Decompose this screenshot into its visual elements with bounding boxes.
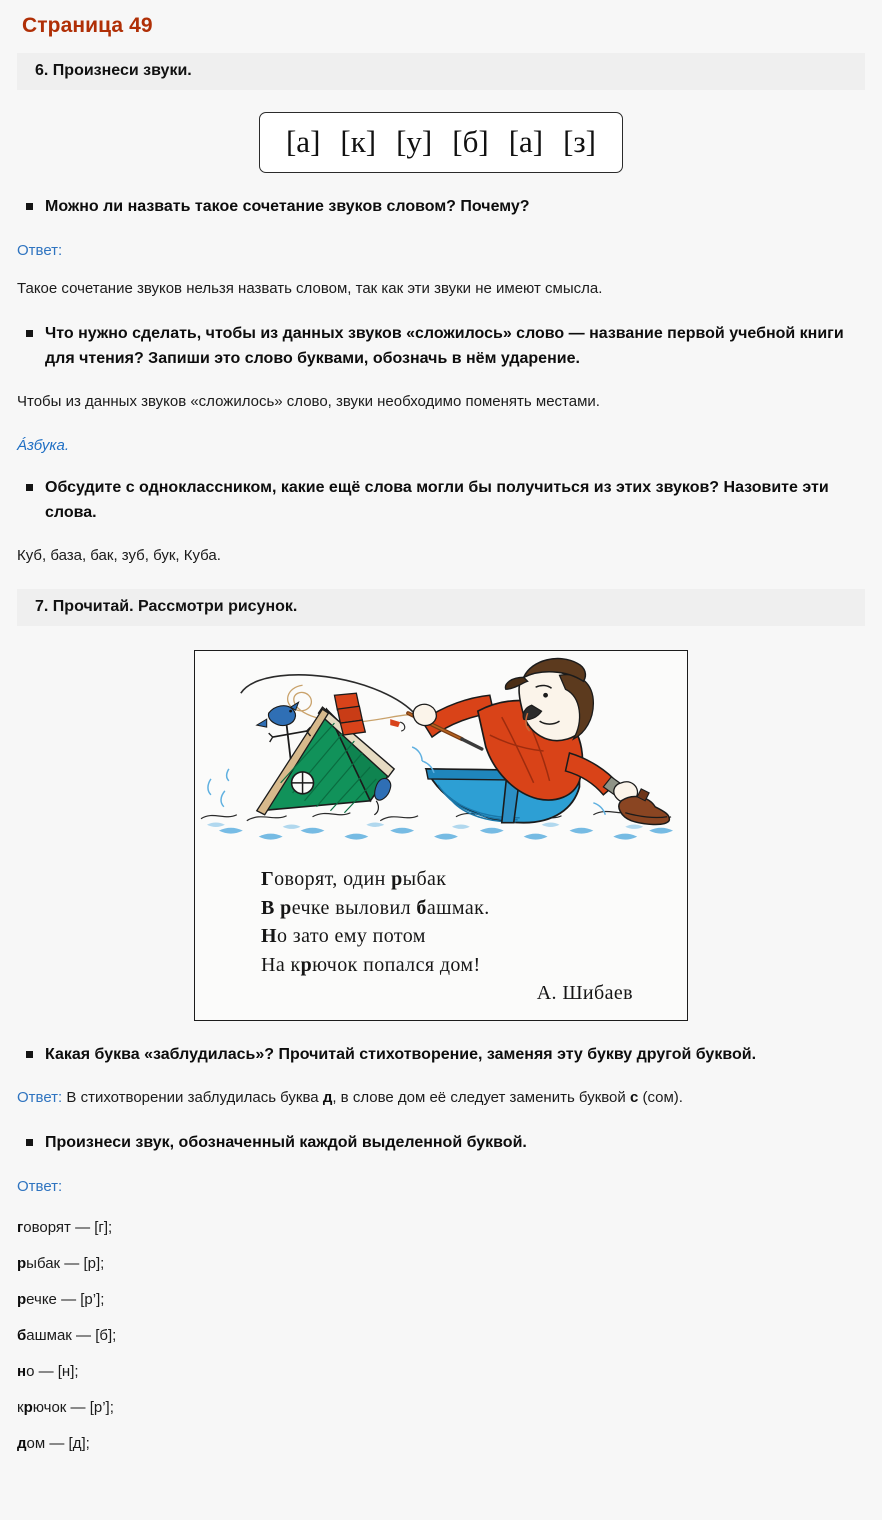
sound-token: [у] <box>396 124 433 159</box>
sound-value: — [н]; <box>34 1363 79 1381</box>
word-rest: о <box>26 1363 35 1381</box>
square-bullet-icon <box>26 484 33 491</box>
poem-author: А. Шибаев <box>536 982 633 1005</box>
answer-text <box>17 1087 882 1110</box>
word-prefix: к <box>17 1399 24 1417</box>
square-bullet-icon <box>26 1139 33 1146</box>
word-rest: ашмак <box>26 1327 72 1345</box>
poem-line-2: В речке выловил башмак. <box>261 896 490 919</box>
question-text: Что нужно сделать, чтобы из данных звуков «сложилось» слово — название первой учебной книги для чтения? Запиши это слово буквами, обозначь в нём ударение. <box>45 325 844 368</box>
sound-list <box>17 1219 882 1452</box>
question-text: Обсудите с одноклассником, какие ещё слова могли бы получиться из этих звуков? Назовите эти слова. <box>45 479 829 522</box>
answer-bold-letter: с <box>629 1088 639 1106</box>
poem-line-4: На крючок попался дом! <box>261 953 481 976</box>
bold-letter: г <box>17 1219 24 1237</box>
word-rest: ючок <box>32 1399 67 1417</box>
answer-text: Чтобы из данных звуков «сложилось» слово, звуки необходимо поменять местами. <box>17 392 600 410</box>
question-text: Произнеси звук, обозначенный каждой выделенной буквой. <box>45 1134 527 1152</box>
question-item <box>22 476 852 526</box>
poem-block <box>195 851 687 1020</box>
list-item <box>17 1219 882 1236</box>
question-text: Какая буква «заблудилась»? Прочитай стихотворение, заменяя эту букву другой буквой. <box>45 1046 757 1064</box>
answer-word-azbuka: Áзбука. <box>17 437 70 455</box>
page-title: Страница 49 <box>22 14 153 37</box>
list-item <box>17 1255 882 1272</box>
bold-letter: р <box>23 1399 33 1417</box>
word-rest: оворят <box>23 1219 71 1237</box>
word-rest: ом <box>26 1435 46 1453</box>
task-7-heading: 7. Прочитай. Рассмотри рисунок. <box>17 589 865 626</box>
question-text: Можно ли назвать такое сочетание звуков словом? Почему? <box>45 198 530 215</box>
answer-part: (сом). <box>638 1088 683 1106</box>
sound-token: [б] <box>452 124 489 159</box>
square-bullet-icon <box>26 203 33 210</box>
word-rest: ыбак <box>26 1255 61 1273</box>
poem-line-3: Но зато ему потом <box>261 925 426 948</box>
answer-label: Ответ: <box>17 1178 63 1196</box>
answer-text: Куб, база, бак, зуб, бук, Куба. <box>17 546 221 564</box>
answer-text: Такое сочетание звуков нельзя назвать словом, так как эти звуки не имеют смысла. <box>17 279 603 297</box>
square-bullet-icon <box>26 330 33 337</box>
task-6-heading: 6. Произнеси звуки. <box>17 53 865 90</box>
sound-token: [з] <box>563 124 596 159</box>
square-bullet-icon <box>26 1051 33 1058</box>
question-item <box>22 195 852 220</box>
answer-part: В стихотворении заблудилась буква <box>62 1088 323 1106</box>
sound-value: — [б]; <box>71 1327 117 1345</box>
list-item <box>17 1435 882 1452</box>
bold-letter: р <box>17 1291 27 1309</box>
poem-line-1: Говорят, один рыбак <box>261 868 447 891</box>
answer-label: Ответ: <box>17 1088 63 1106</box>
list-item <box>17 1291 882 1308</box>
sound-value: — [р]; <box>60 1255 105 1273</box>
fisherman-catching-house-icon <box>195 651 687 851</box>
sound-token: [к] <box>340 124 377 159</box>
illustration-frame <box>194 650 688 1021</box>
list-item <box>17 1363 882 1380</box>
answer-label: Ответ: <box>17 241 63 259</box>
sound-token: [а] <box>285 124 321 159</box>
sound-value: — [д]; <box>45 1435 90 1453</box>
answer-part: , в слове дом её следует заменить буквой <box>332 1088 630 1106</box>
sounds-box <box>259 112 623 173</box>
sound-value: — [р’]; <box>66 1399 114 1417</box>
bold-letter: н <box>17 1363 27 1381</box>
list-item <box>17 1399 882 1416</box>
list-item <box>17 1327 882 1344</box>
question-item <box>22 1043 852 1068</box>
question-item <box>22 1131 852 1156</box>
bold-letter: б <box>17 1327 27 1345</box>
bold-letter: р <box>17 1255 27 1273</box>
word-rest: ечке <box>26 1291 57 1309</box>
question-item <box>22 322 852 372</box>
sound-value: — [г]; <box>70 1219 113 1237</box>
answer-bold-letter: д <box>322 1088 333 1106</box>
sound-token: [а] <box>508 124 544 159</box>
illustration-wrapper <box>0 650 882 1021</box>
sounds-box-wrapper <box>0 112 882 173</box>
sound-value: — [р’]; <box>56 1291 105 1309</box>
bold-letter: д <box>17 1435 27 1453</box>
